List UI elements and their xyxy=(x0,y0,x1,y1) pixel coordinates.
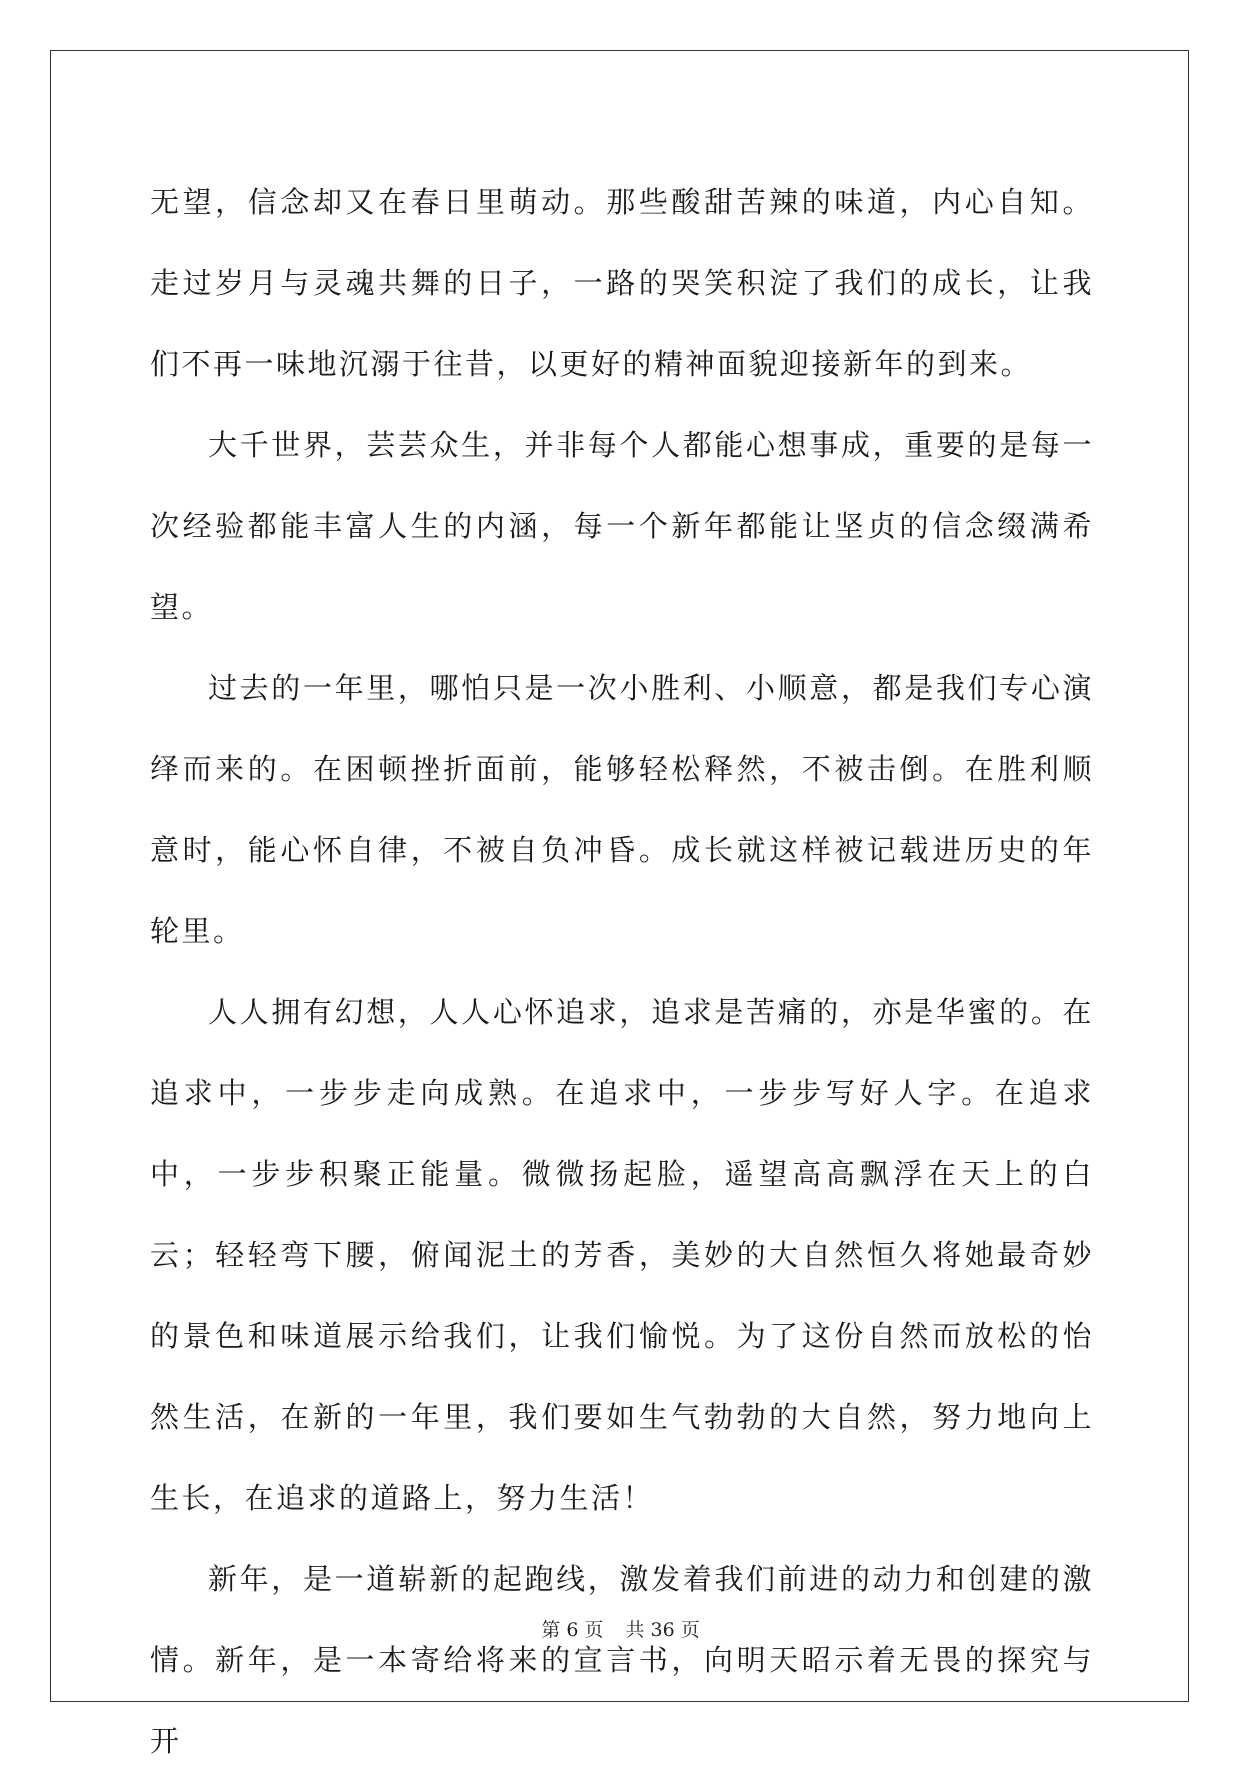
paragraph: 新年，是一道崭新的起跑线，激发着我们前进的动力和创建的激情。新年，是一本寄给将来的宣言书，向明天昭示着无畏的探究与开 xyxy=(150,1562,1094,1758)
paragraph: 大千世界，芸芸众生，并非每个人都能心想事成，重要的是每一次经验都能丰富人生的内涵，每一个新年都能让坚贞的信念缀满希望。 xyxy=(150,428,1094,624)
paragraph: 过去的一年里，哪怕只是一次小胜利、小顺意，都是我们专心演绎而来的。在困顿挫折面前，能够轻松释然，不被击倒。在胜利顺意时，能心怀自律，不被自负冲昏。成长就这样被记载进历史的年轮里。 xyxy=(150,671,1094,948)
page-footer xyxy=(0,1618,1241,1642)
page-number: 第 6 页 xyxy=(541,1619,604,1641)
paragraph: 无望，信念却又在春日里萌动。那些酸甜苦辣的味道，内心自知。走过岁月与灵魂共舞的日子，一路的哭笑积淀了我们的成长，让我们不再一味地沉溺于往昔，以更好的精神面貌迎接新年的到来。 xyxy=(150,185,1094,381)
paragraph: 人人拥有幻想，人人心怀追求，追求是苦痛的，亦是华蜜的。在追求中，一步步走向成熟。在追求中，一步步写好人字。在追求中，一步步积聚正能量。微微扬起脸，遥望高高飘浮在天上的白云；轻轻弯下腰，俯闻泥土的芳香，美妙的大自然恒久将她最奇妙的景色和味道展示给我们，让我们愉悦。为了这份自然而放松的怡然生活，在新的一年里，我们要如生气勃勃的大自然，努力地向上生长，在追求的道路上，努力生活！ xyxy=(150,995,1094,1515)
page-total: 共 36 页 xyxy=(625,1619,700,1641)
document-body xyxy=(150,162,1094,1782)
